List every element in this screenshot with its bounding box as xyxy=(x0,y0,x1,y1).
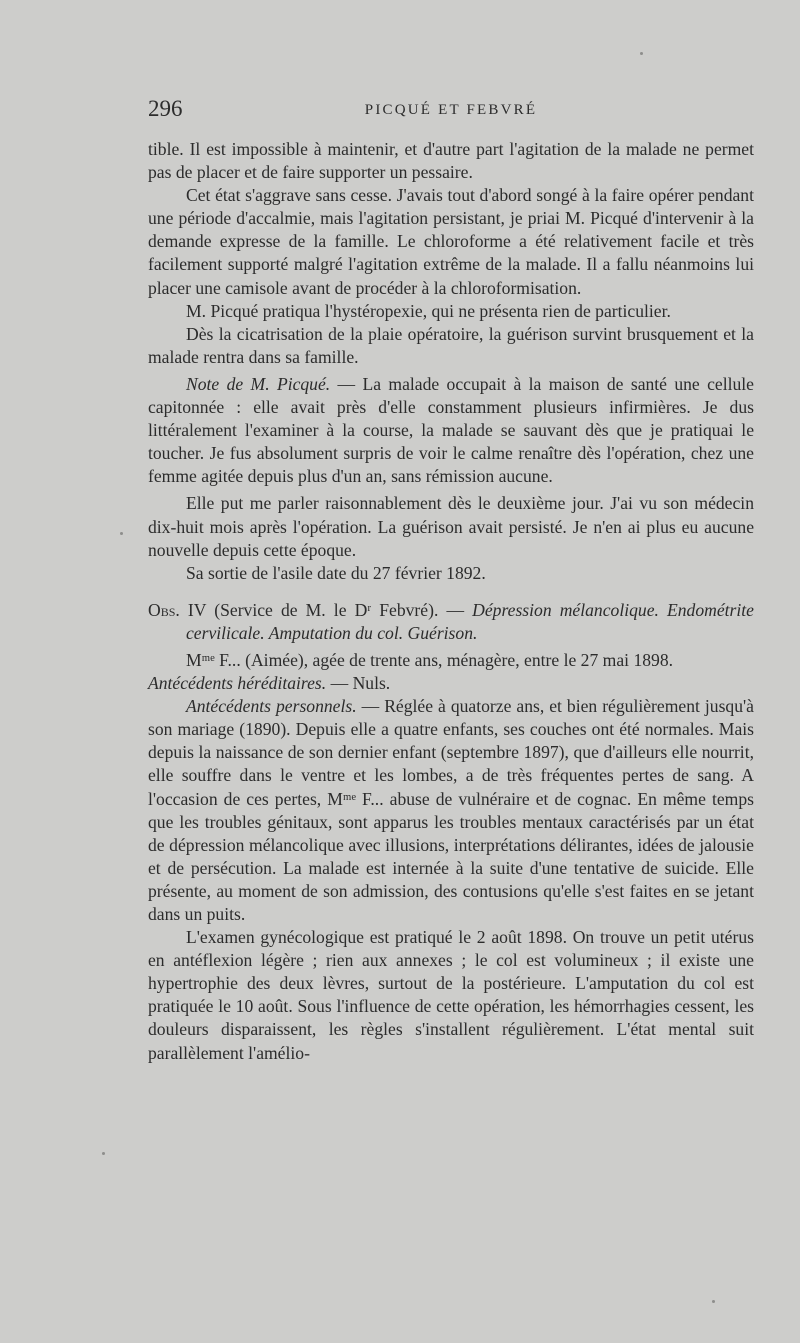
paragraph-personnels xyxy=(148,695,754,926)
paragraph-guerison: Dès la cicatrisation de la plaie opératoire, la guérison survint brusquement et la malade rentra dans sa famille. xyxy=(148,323,754,367)
body-text xyxy=(148,138,754,1065)
paper-speck xyxy=(102,1152,105,1155)
obs-service: IV (Service de M. le Dʳ Febvré). — xyxy=(179,599,473,620)
paragraph-case-progress: Cet état s'aggrave sans cesse. J'avais tout d'abord songé à la faire opérer pendant une période d'accalmie, mais l'agitation persistant, je priai M. Picqué d'intervenir à la demande expresse de la famille. Le chloroforme a été relativement facile et très facilement supporté malgré l'agitation extrême de la malade. Il a fallu néanmoins lui placer une camisole avant de procéder à la chloroformisation. xyxy=(148,185,754,298)
paragraph-sortie: Sa sortie de l'asile date du 27 février 1892. xyxy=(186,562,486,583)
paper-speck xyxy=(712,1300,715,1303)
paragraph-patient-intro: Mᵐᵉ F... (Aimée), agée de trente ans, ménagère, entre le 27 mai 1898. xyxy=(186,649,674,670)
hereditaires-text: — Nuls. xyxy=(326,673,391,694)
running-head: PICQUÉ ET FEBVRÉ xyxy=(364,102,538,118)
observation-heading xyxy=(148,599,754,645)
page-header xyxy=(148,96,754,126)
paragraph-examen: L'examen gynécologique est pratiqué le 2 août 1898. On trouve un petit utérus en antéflexion légère ; rien aux annexes ; le col est volumineux ; il existe une hypertrophie des deux lèvres, surtout de la postérieure. L'amputation du col est pratiquée le 10 août. Sous l'influence de cette opération, les hémorrhagies cessent, les douleurs disparaissent, les règles s'installent régulièrement. L'état mental suit parallèlement l'amélio- xyxy=(148,927,754,1063)
paragraph-continuation: tible. Il est impossible à maintenir, et d'autre part l'agitation de la malade ne permet pas de placer et de faire supporter un pessaire. xyxy=(148,139,754,183)
personnels-text: — Réglée à quatorze ans, et bien régulièrement jusqu'à son mariage (1890). Depuis elle a quatre enfants, ses couches ont été normales. Mais depuis la naissance de son dernier enfant (septembre 1897), que d'ailleurs elle nourrit, elle souffre dans le ventre et les lombes, a de très fréquentes pertes de sang. A l'occasion de ces pertes, Mᵐᵉ F... abuse de vulnéraire et de cognac. En même temps que les troubles génitaux, sont apparus les troubles mentaux caractérisés par un état de dépression mélancolique avec illusions, interprétations délirantes, idées de jalousie et de persécution. La malade est internée à la suite d'une tentative de suicide. Elle présente, au moment de son admission, des contusions qu'elle s'est faites en se jetant dans un puits. xyxy=(148,696,754,924)
paper-speck xyxy=(120,532,123,535)
obs-label: Obs. xyxy=(148,599,180,620)
paragraph-raisonnablement: Elle put me parler raisonnablement dès le deuxième jour. J'ai vu son médecin dix-huit mois après l'opération. La guérison avait persisté. Je n'en ai plus eu aucune nouvelle depuis cette époque. xyxy=(148,493,754,560)
paper-speck xyxy=(640,52,643,55)
paragraph-hereditaires xyxy=(148,672,754,695)
paragraph-note-picque xyxy=(148,373,754,488)
page-number: 296 xyxy=(148,96,183,121)
note-label: Note de M. Picqué. xyxy=(186,373,331,394)
hereditaires-label: Antécédents héréditaires. xyxy=(148,673,327,694)
note-text: — La malade occupait à la maison de santé une cellule capitonnée : elle avait près d'elle constamment plusieurs infirmières. Je dus littéralement l'examiner à la course, la malade se sauvant dès que je pratiquai le toucher. Je fus absolument surpris de voir le calme renaître dès l'opération, chez une femme agitée depuis plus d'un an, sans rémission aucune. xyxy=(148,373,754,487)
paragraph-hysteropexie: M. Picqué pratiqua l'hystéropexie, qui ne présenta rien de particulier. xyxy=(186,300,671,321)
personnels-label: Antécédents personnels. xyxy=(186,696,357,717)
obs-title: Dépression mélancolique. Endométrite cervilicale. Amputation du col. Guérison. xyxy=(186,599,754,643)
